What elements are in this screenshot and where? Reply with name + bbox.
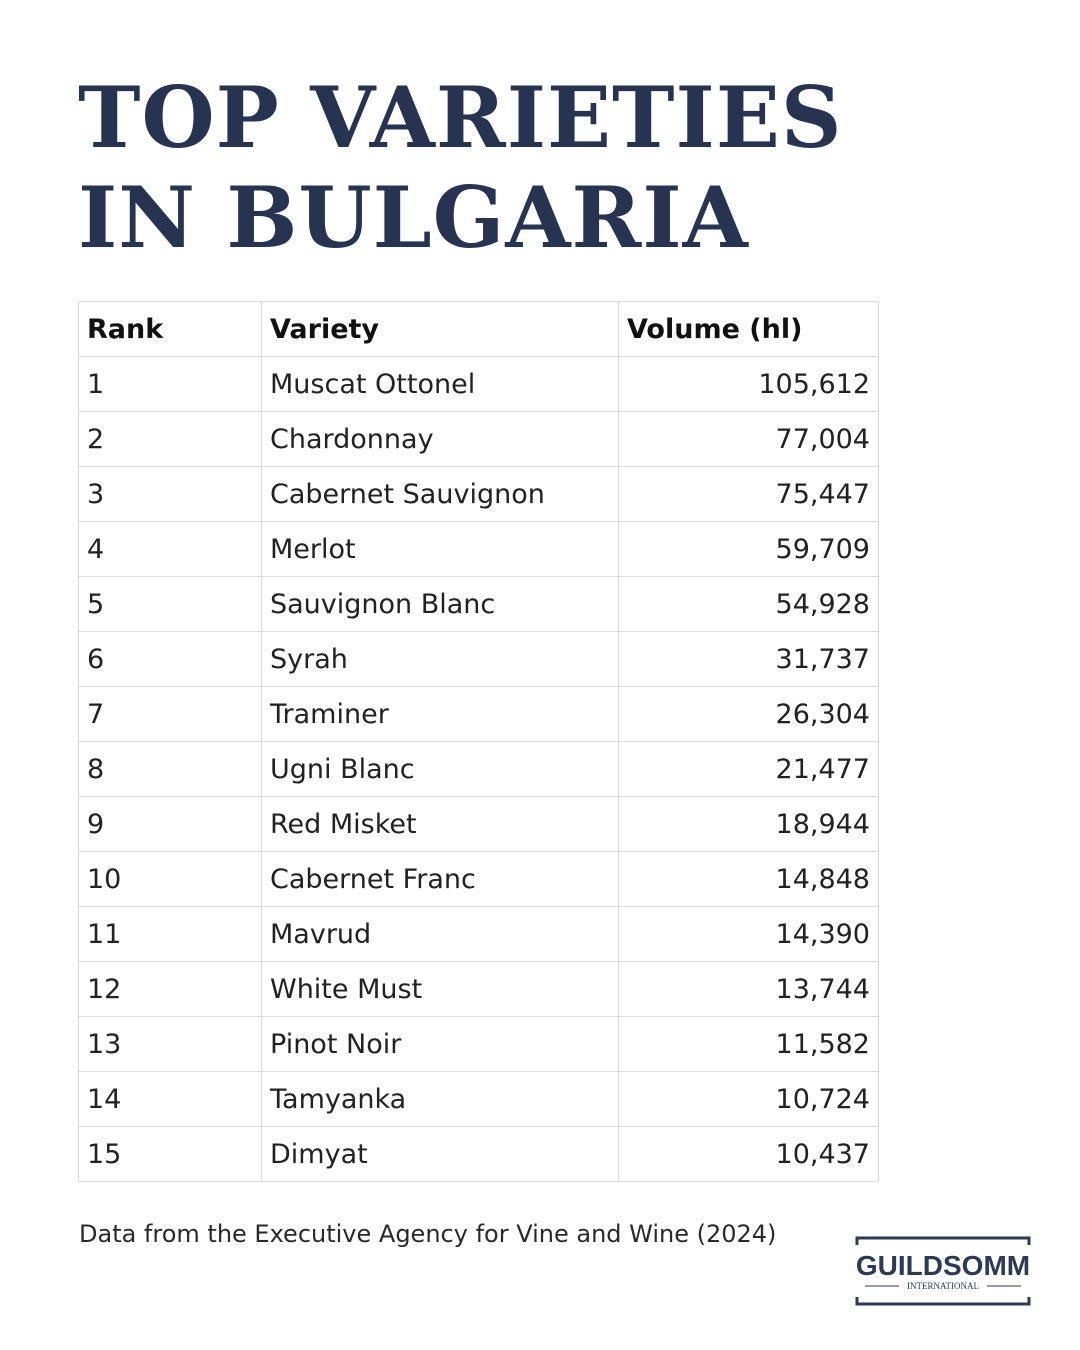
cell-volume: 77,004 [619, 412, 879, 467]
cell-rank: 15 [79, 1127, 262, 1182]
cell-rank: 9 [79, 797, 262, 852]
logo-bracket-top [857, 1238, 1029, 1245]
cell-volume: 14,390 [619, 907, 879, 962]
table-row [79, 907, 879, 962]
cell-variety: Traminer [262, 687, 619, 742]
table-body [79, 357, 879, 1182]
cell-volume: 26,304 [619, 687, 879, 742]
cell-volume: 13,744 [619, 962, 879, 1017]
guildsomm-logo [855, 1236, 1031, 1306]
logo-wordmark: GUILDSOMM [855, 1250, 1031, 1281]
cell-variety: Merlot [262, 522, 619, 577]
table-row [79, 522, 879, 577]
cell-rank: 12 [79, 962, 262, 1017]
cell-rank: 2 [79, 412, 262, 467]
title-line-1: TOP VARIETIES [78, 68, 843, 167]
cell-volume: 11,582 [619, 1017, 879, 1072]
cell-volume: 10,724 [619, 1072, 879, 1127]
source-note: Data from the Executive Agency for Vine and Wine (2024) [79, 1220, 777, 1248]
column-header-volume: Volume (hl) [619, 302, 879, 357]
varieties-table [78, 301, 879, 1182]
cell-rank: 7 [79, 687, 262, 742]
logo-subtitle: INTERNATIONAL [907, 1281, 979, 1291]
table-row [79, 1127, 879, 1182]
cell-rank: 3 [79, 467, 262, 522]
cell-variety: Dimyat [262, 1127, 619, 1182]
cell-rank: 14 [79, 1072, 262, 1127]
table-row [79, 742, 879, 797]
cell-variety: Cabernet Sauvignon [262, 467, 619, 522]
cell-variety: Ugni Blanc [262, 742, 619, 797]
cell-variety: Tamyanka [262, 1072, 619, 1127]
logo-bracket-bottom [857, 1297, 1029, 1304]
cell-variety: Cabernet Franc [262, 852, 619, 907]
cell-variety: Syrah [262, 632, 619, 687]
cell-variety: Mavrud [262, 907, 619, 962]
column-header-variety: Variety [262, 302, 619, 357]
cell-volume: 21,477 [619, 742, 879, 797]
cell-variety: White Must [262, 962, 619, 1017]
cell-variety: Muscat Ottonel [262, 357, 619, 412]
cell-volume: 105,612 [619, 357, 879, 412]
cell-rank: 10 [79, 852, 262, 907]
cell-rank: 8 [79, 742, 262, 797]
table-row [79, 687, 879, 742]
cell-variety: Chardonnay [262, 412, 619, 467]
table-header-row [79, 302, 879, 357]
cell-rank: 4 [79, 522, 262, 577]
cell-volume: 14,848 [619, 852, 879, 907]
cell-rank: 13 [79, 1017, 262, 1072]
table-row [79, 632, 879, 687]
cell-variety: Sauvignon Blanc [262, 577, 619, 632]
table-row [79, 1017, 879, 1072]
cell-variety: Pinot Noir [262, 1017, 619, 1072]
table-row [79, 797, 879, 852]
page-title [78, 68, 843, 268]
cell-volume: 10,437 [619, 1127, 879, 1182]
cell-volume: 31,737 [619, 632, 879, 687]
table-row [79, 1072, 879, 1127]
cell-volume: 59,709 [619, 522, 879, 577]
table-row [79, 962, 879, 1017]
title-line-2: IN BULGARIA [78, 168, 749, 267]
cell-rank: 6 [79, 632, 262, 687]
cell-volume: 75,447 [619, 467, 879, 522]
cell-rank: 11 [79, 907, 262, 962]
table-row [79, 577, 879, 632]
cell-volume: 18,944 [619, 797, 879, 852]
table-row [79, 467, 879, 522]
cell-variety: Red Misket [262, 797, 619, 852]
cell-rank: 1 [79, 357, 262, 412]
cell-volume: 54,928 [619, 577, 879, 632]
cell-rank: 5 [79, 577, 262, 632]
table-row [79, 357, 879, 412]
table-row [79, 852, 879, 907]
column-header-rank: Rank [79, 302, 262, 357]
table-row [79, 412, 879, 467]
